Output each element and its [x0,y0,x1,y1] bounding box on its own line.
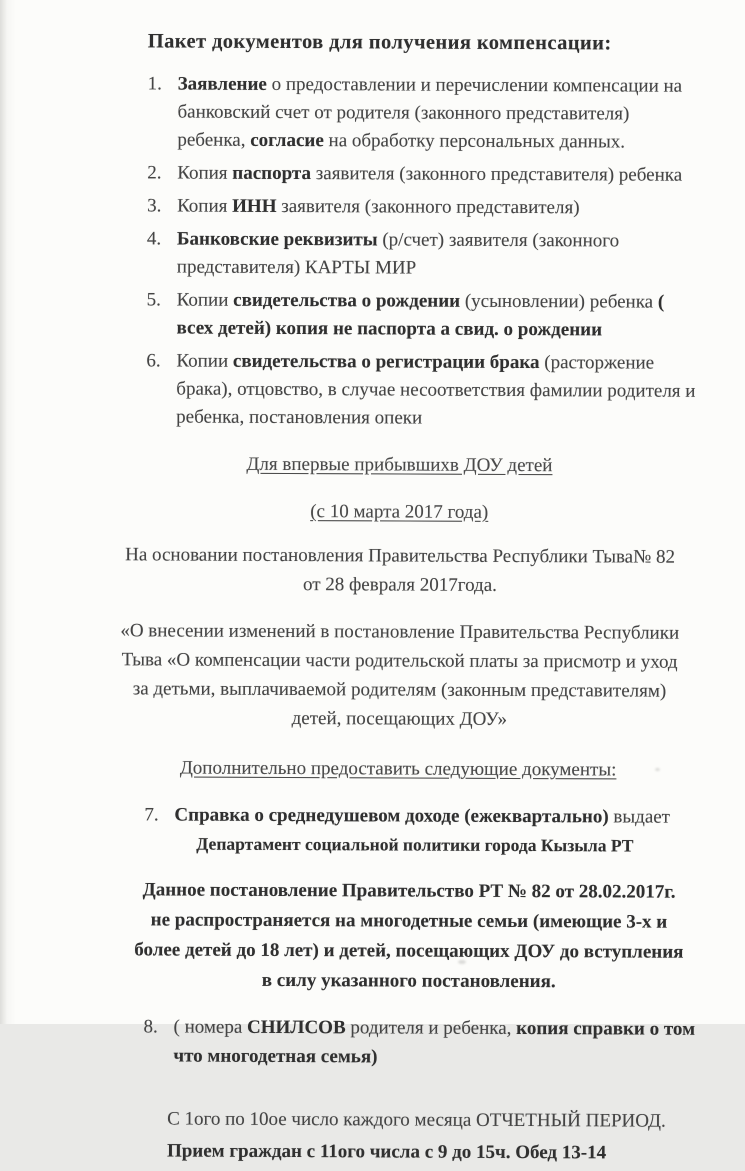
text-run: (расторжение брака), отцовство, в случае несоответствия фамилии родителя и ребенка, постановления опеки [176,352,696,429]
scan-artifact-speck [458,960,466,964]
paragraph-basis [117,540,682,600]
text-run: СНИЛСОВ [247,1016,346,1039]
list-number: 4. [146,228,162,250]
section-heading-date [126,497,673,527]
text-run: о предоставлении и перечислении компенсации на банковский счет от родителя (законного представителя) ребенка, [177,73,683,151]
paragraph-amendment [117,616,683,734]
list-number: 5. [146,289,161,311]
line-reception-hours [167,1136,695,1167]
text-run: Данное постановление Правительство РТ № 82 от 28.02.2017г. не распространяется на многодетные семьи (имеющие 3-х и более детей до 18 лет) и детей, посещающих ДОУ до вступления в силу указанного постановления. [134,879,684,993]
list-item-2 [147,159,699,189]
text-run: Справка о среднедушевом доходе (ежеквартально) [174,804,609,828]
text-run: заявителя (законного представителя) ребенка [310,163,683,186]
list-number: 6. [146,350,161,372]
text-run: ИНН [232,195,277,217]
text-run: согласие [250,129,324,152]
list-number: 3. [147,195,162,217]
text-run: «О внесении изменений в постановление Правительства Республики Тыва «О компенсации части родительской платы за присмотр и уход за детьми, выплачиваемой родителям (законным представителям) детей, посещающих ДОУ» [120,620,680,730]
list-item-6 [146,347,698,433]
list-item-1 [147,70,699,156]
text-run: ( номера [173,1016,248,1038]
section-heading-newcomers [126,450,673,480]
list-item-4 [147,225,699,283]
text-run: на обработку персональных данных. [323,130,626,153]
text-run: Департамент социальной политики города Кызыла РТ [196,833,634,856]
text-run: (с 10 марта 2017 года) [310,501,489,523]
text-run: Для впервые прибывшихв ДОУ детей [246,453,553,477]
text-run: выдает [608,806,671,828]
text-run: Банковские реквизиты [176,228,378,251]
scan-artifact-speck [655,768,660,771]
text-run: Заявление [177,73,267,95]
list-number: 1. [147,73,162,95]
text-run: На основании постановления Правительства Республики Тыва№ 82 от 28 февраля 2017года. [125,544,676,596]
text-run: копия справки о том что многодетная семья) [173,1018,696,1068]
list-number: 7. [144,804,159,826]
section-heading-additional [125,754,672,784]
text-run: Дополнительно предоставить следующие документы: [179,757,617,781]
list-item-7 [144,800,696,860]
text-run: свидетельства о рождении [233,289,461,312]
text-run: Копии [176,350,233,372]
list-item-5 [147,286,699,344]
text-run: заявителя (законного представителя) [276,195,580,219]
text-run: Прием граждан с 11ого числа с 9 до 15ч. Обед 13-14 [166,1140,607,1164]
paragraph-note [132,875,687,997]
text-run: (усыновлении) ребенка [460,290,658,313]
text-run: свидетельства о регистрации брака [232,350,540,374]
text-run: Копия [177,195,233,217]
text-run: ( всех детей) копия не паспорта а свид. о рождении [176,291,665,341]
list-number: 2. [147,162,162,184]
list-item-3 [147,192,699,222]
text-run: родителя и ребенка, [345,1017,517,1039]
text-run: (р/счет) заявителя (законного представителя) КАРТЫ МИР [176,229,620,279]
text-run: Копия [177,162,233,184]
document-title [148,30,700,55]
list-item-8 [143,1012,695,1072]
text-run: паспорта [232,162,312,185]
text-run: С 1ого по 10ое число каждого месяца ОТЧЕТНЫЙ ПЕРИОД. [167,1108,666,1132]
line-reporting-period [167,1104,695,1135]
text-run: Копии [176,289,234,311]
text-run: Пакет документов для получения компенсации: [147,30,612,55]
list-number: 8. [143,1016,158,1038]
